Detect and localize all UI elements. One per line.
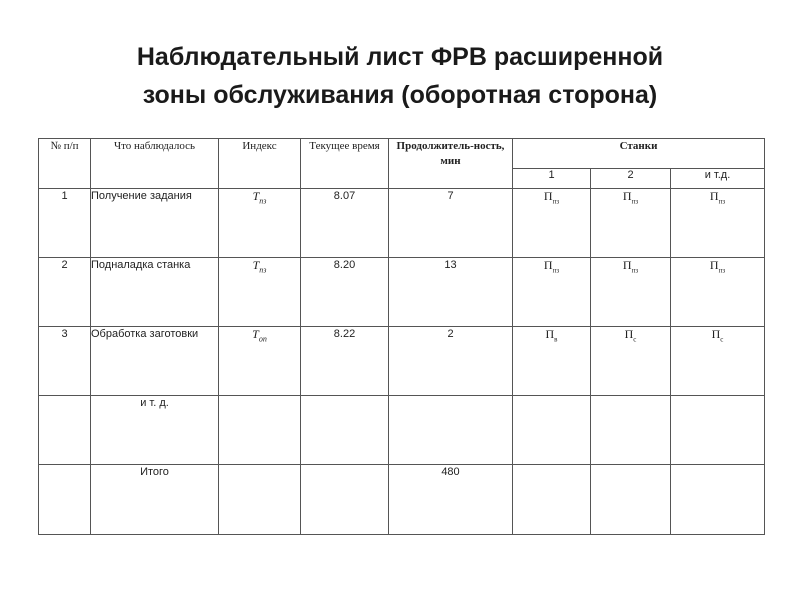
title-line-2: зоны обслуживания (оборотная сторона) xyxy=(142,81,658,109)
cell-machine-2: $П_{пз}$ xyxy=(591,258,671,327)
cell-machine-2: $П_{пз}$ xyxy=(591,189,671,258)
cell-machine-1: $П_{пз}$ xyxy=(513,258,591,327)
cell-index xyxy=(219,465,301,535)
observation-table xyxy=(38,138,765,535)
cell-num: 2 xyxy=(39,258,91,327)
cell-machine-1: $П_в$ xyxy=(513,327,591,396)
cell-observed: Подналадка станка xyxy=(91,258,219,327)
cell-index: $Т_{пз}$ xyxy=(219,189,301,258)
cell-machine-1 xyxy=(513,465,591,535)
cell-duration xyxy=(389,396,513,465)
cell-time: 8.22 xyxy=(301,327,389,396)
cell-num xyxy=(39,396,91,465)
cell-machine-etc: $П_с$ xyxy=(671,327,765,396)
header-time: Текущее время xyxy=(301,139,389,189)
cell-num: 3 xyxy=(39,327,91,396)
cell-machine-2 xyxy=(591,396,671,465)
title-line-1: Наблюдательный лист ФРВ расширенной xyxy=(136,43,664,71)
table-row-total xyxy=(39,465,765,535)
cell-time: 8.20 xyxy=(301,258,389,327)
cell-index xyxy=(219,396,301,465)
cell-num xyxy=(39,465,91,535)
header-machine-2: 2 xyxy=(591,169,671,189)
cell-observed: и т. д. xyxy=(91,396,219,465)
cell-time: 8.07 xyxy=(301,189,389,258)
cell-observed: Получение задания xyxy=(91,189,219,258)
cell-time xyxy=(301,396,389,465)
header-duration: Продолжитель-ность, мин xyxy=(389,139,513,189)
cell-duration: 480 xyxy=(389,465,513,535)
cell-machine-2 xyxy=(591,465,671,535)
header-index: Индекс xyxy=(219,139,301,189)
header-machine-etc: и т.д. xyxy=(671,169,765,189)
table-row xyxy=(39,189,765,258)
table-row xyxy=(39,327,765,396)
cell-duration: 2 xyxy=(389,327,513,396)
header-row xyxy=(39,139,765,169)
cell-duration: 7 xyxy=(389,189,513,258)
cell-machine-etc: $П_{пз}$ xyxy=(671,258,765,327)
cell-machine-1 xyxy=(513,396,591,465)
page-title xyxy=(0,38,800,114)
cell-time xyxy=(301,465,389,535)
cell-observed: Обработка заготовки xyxy=(91,327,219,396)
table-row xyxy=(39,258,765,327)
cell-num: 1 xyxy=(39,189,91,258)
table-row-etc xyxy=(39,396,765,465)
header-observed: Что наблюдалось xyxy=(91,139,219,189)
cell-machine-etc xyxy=(671,396,765,465)
cell-observed: Итого xyxy=(91,465,219,535)
cell-machine-2: $П_с$ xyxy=(591,327,671,396)
header-num: № п/п xyxy=(39,139,91,189)
cell-machine-etc xyxy=(671,465,765,535)
cell-machine-1: $П_{пз}$ xyxy=(513,189,591,258)
cell-index: $Т_{пз}$ xyxy=(219,258,301,327)
cell-machine-etc: $П_{пз}$ xyxy=(671,189,765,258)
cell-duration: 13 xyxy=(389,258,513,327)
cell-index: $Т_{оп}$ xyxy=(219,327,301,396)
header-machines: Станки xyxy=(513,139,765,169)
header-machine-1: 1 xyxy=(513,169,591,189)
